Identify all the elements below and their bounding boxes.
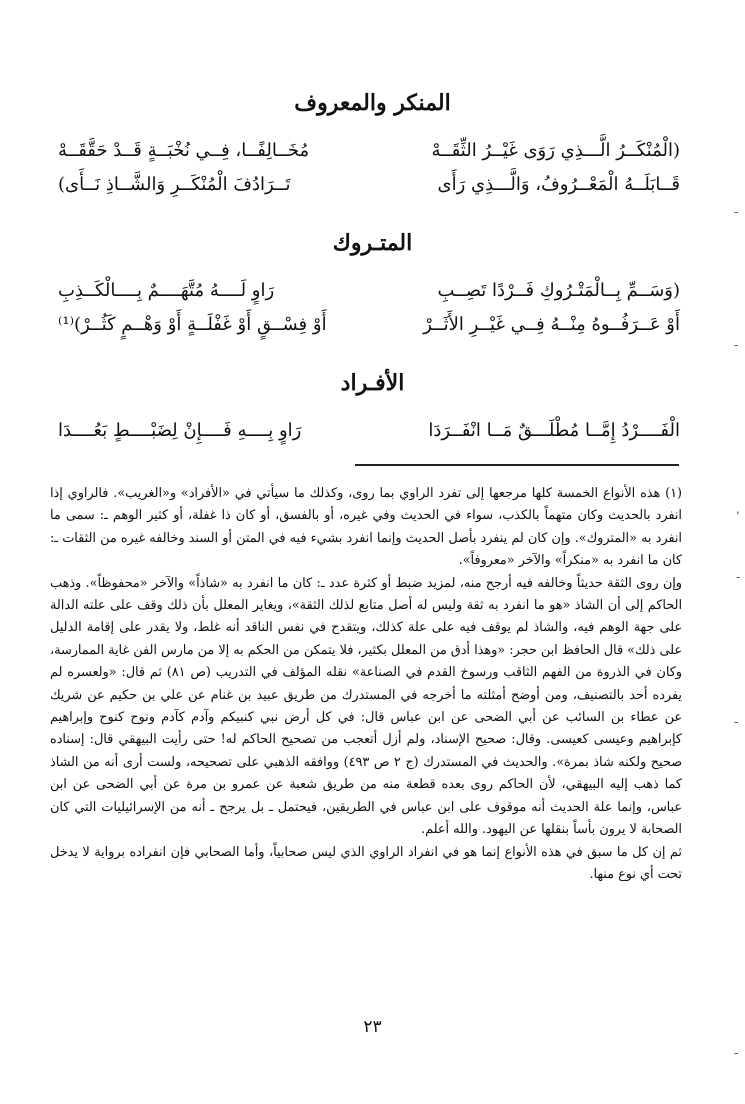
footnotes [50,483,682,886]
verse-line [58,136,680,166]
verse-hemistich-right: أَوْ عَــرَفُــوهُ مِنْــهُ فِــي غَيْــرِ الأَثَــرْ [423,314,680,335]
verse-line [58,276,680,306]
verse-hemistich-left: رَاوٍ بِــــهِ فَــــإِنْ لِضَبْــــطٍ بَعُــــدَا [58,420,302,441]
footnote-paragraph: (١) هذه الأنواع الخمسة كلها مرجعها إلى تفرد الراوي بما روى، وكذلك ما سيأتي في «الأفراد» و«الغريب». فالراوي إذا انفرد بالحديث وكان متهماً بالكذب، سواء في الحديث وفي غيره، أو بالفسق، أو كان ذا غفلة، أو كثير الوهم ـ: سمى ما انفرد به «المتروك». وإن كان لم ينفرد بأصل الحديث وإنما انفرد بشيء فيه في المتن أو السند وخالفه غيره من الثقات ـ: كان ما انفرد به «منكراً» والآخر «معروفاً». [50,486,682,569]
verse-line [58,310,680,340]
page-number: ٢٣ [363,1017,382,1037]
margin-mark: - [736,570,741,584]
verse-hemistich-left: رَاوٍ لَــــهُ مُتَّهَــــمٌ بِــــالْكَــذِبِ [58,280,275,301]
verse-hemistich-right: (الْمُنْكَــرُ الَّـــذِي رَوَى غَيْــرُ الثِّقَــهْ [431,140,680,161]
heading-afrad: الأفـراد [340,370,405,396]
footnote-paragraph: ثم إن كل ما سبق في هذه الأنواع إنما هو في انفراد الراوي الذي ليس صحابياً، وأما الصحابي فإن انفراده برواية لا يدخل تحت أي نوع منها. [50,844,682,882]
verse-line [58,416,680,446]
verse-hemistich-left: تَــرَادُفَ الْمُنْكَــرِ وَالشَّــاذِ نَــأَى) [58,174,291,195]
verse-hemistich-left: مُخَــالِفًــا، فِــي نُخْبَــةٍ قَــدْ حَقَّقَــهْ [58,140,310,161]
verse-hemistich-left: أَوْ فِسْــقٍ أَوْ غَفْلَــةٍ أَوْ وَهْــمٍ كَثُــرْ)⁽¹⁾ [58,314,327,335]
margin-mark: - [734,338,739,352]
heading-matruk: المتـروك [332,230,413,256]
verse-line [58,170,680,200]
footnote-separator [355,464,679,466]
verse-hemistich-right: الْفَــــرْدُ إِمَّــا مُطْلَـــقٌ مَــا انْفَــرَدَا [428,420,680,441]
margin-mark: - [734,715,739,729]
heading-munkar: المنكر والمعروف [294,90,451,116]
margin-mark: - [734,205,739,219]
footnote-paragraph: وإن روى الثقة حديثاً وخالفه فيه أرجح منه، لمزيد ضبط أو كثرة عدد ـ: كان ما انفرد به «شاذاً» والآخر «محفوظاً». وذهب الحاكم إلى أن الشاذ «هو ما انفرد به ثقة وليس له أصل متابع لذلك الثقة»، ويغاير المعلل بأن ذلك وقف على علته الدالة على جهة الوهم فيه، والشاذ لم يوقف فيه على علة كذلك، ويتقدح في نفس الناقد أنه غلط، ولا يقدر على إقامة الدليل على ذلك» قال الحافظ ابن حجر: «وهذا أدق من المعلل بكثير، فلا يتمكن من الحكم به إلا من مارس الفن غاية الممارسة، وكان في الذروة من الفهم الثاقب ورسوخ القدم في الصناعة» نقله المؤلف في التدريب (ص ٨١) ثم قال: «ولعسره لم يفرده أحد بالتصنيف، ومن أوضح أمثلته ما أخرجه في المستدرك من طريق عبيد بن غنام عن علي بن حكيم عن شريك عن عطاء بن السائب عن أبي الضحى عن ابن عباس قال: في كل أرض نبي كنبيكم وآدم كآدم ونوح كنوح وإبراهيم كإبراهيم وعيسى كعيسى. وقال: صحيح الإسناد، ولم أزل أتعجب من تصحيح الحاكم له! حتى رأيت البيهقي قال: إسناده صحيح ولكنه شاذ بمرة». والحديث في المستدرك (ج ٢ ص ٤٩٣) ووافقه الذهبي على تصحيحه، ولست أرى أنه من الشاذ كما ذهب إليه البيهقي، لأن الحاكم روى بعده قطعة منه من طريق شعبة عن عمرو بن مرة عن أبي الضحى عن ابن عباس، وإنما علة الحديث أنه موقوف على ابن عباس في الطريقين، فيحتمل ـ بل يرجح ـ أنه من الإسرائيليات التي كان الصحابة لا يرون بأساً بنقلها عن اليهود. والله أعلم. [50,575,682,838]
margin-mark: - [734,1046,739,1060]
margin-mark: , [736,502,740,516]
verse-hemistich-right: (وَسَــمِّ بِــالْمَتْـرُوكِ فَــرْدًا تَصِــبِ [437,280,680,301]
verse-hemistich-right: قَــابَلَــهُ الْمَعْــرُوفُ، وَالَّـــذِي رَأَى [437,174,680,195]
